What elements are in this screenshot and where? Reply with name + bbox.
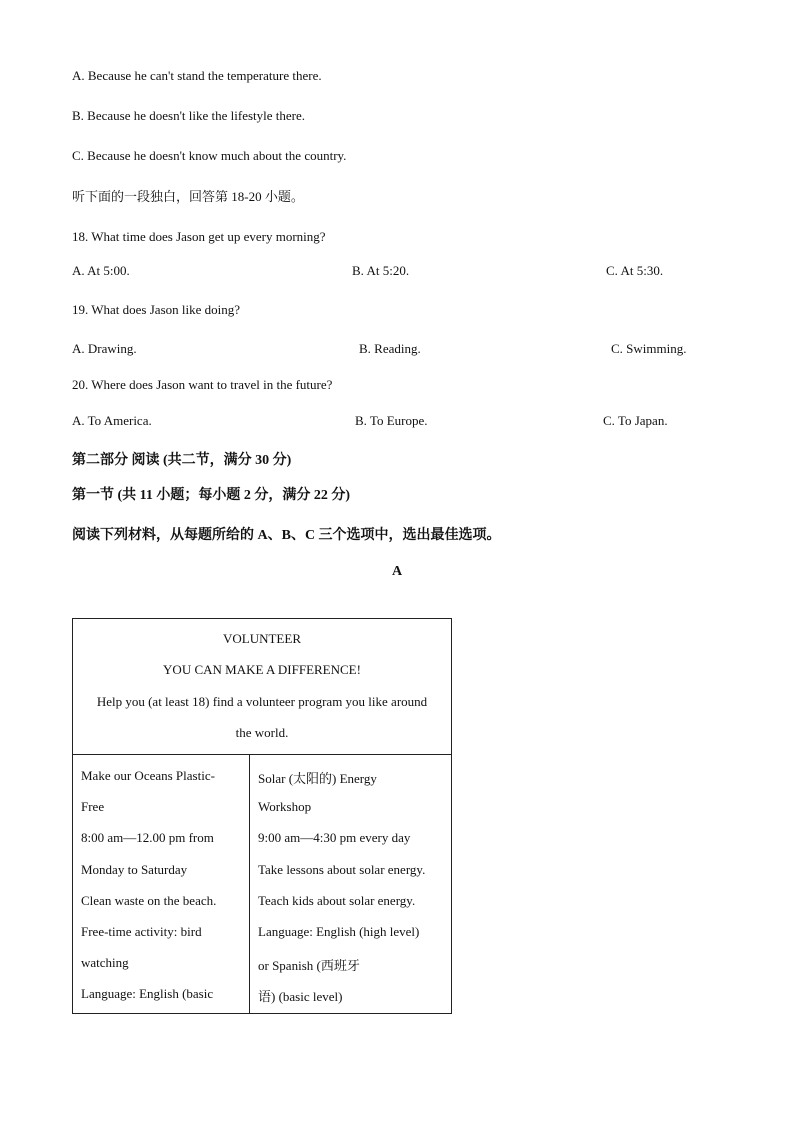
ad-slogan: YOU CAN MAKE A DIFFERENCE! bbox=[163, 662, 361, 677]
q18-option-b: B. At 5:20. bbox=[352, 263, 410, 278]
program-oceans-line: 8:00 am—12.00 pm from bbox=[81, 830, 214, 845]
program-solar bbox=[250, 755, 450, 1013]
volunteer-ad-table bbox=[72, 618, 452, 1014]
program-solar-line: Solar (太阳的) Energy bbox=[258, 771, 377, 786]
program-solar-line: Workshop bbox=[258, 799, 312, 814]
question-18: 18. What time does Jason get up every morning? bbox=[72, 229, 326, 244]
program-solar-line: Language: English (high level) bbox=[258, 924, 420, 939]
q20-option-b: B. To Europe. bbox=[355, 413, 428, 428]
program-solar-line: 语) (basic level) bbox=[258, 989, 343, 1004]
option-a-prev: A. Because he can't stand the temperature there. bbox=[72, 68, 322, 83]
ad-header bbox=[73, 619, 451, 755]
part2-title: 第二部分 阅读 (共二节，满分 30 分) bbox=[72, 453, 292, 468]
q19-option-a: A. Drawing. bbox=[72, 341, 137, 356]
instruction-18-20: 听下面的一段独白，回答第 18-20 小题。 bbox=[72, 189, 304, 204]
q19-option-b: B. Reading. bbox=[359, 341, 421, 356]
q18-option-a: A. At 5:00. bbox=[72, 263, 130, 278]
question-19: 19. What does Jason like doing? bbox=[72, 302, 241, 317]
q20-option-c: C. To Japan. bbox=[603, 413, 668, 428]
program-solar-line: Take lessons about solar energy. bbox=[258, 862, 426, 877]
q19-option-c: C. Swimming. bbox=[611, 341, 687, 356]
passage-label: A bbox=[391, 564, 403, 579]
program-oceans bbox=[73, 755, 250, 1013]
program-oceans-line: Make our Oceans Plastic- bbox=[81, 768, 215, 783]
program-solar-line: Teach kids about solar energy. bbox=[258, 893, 416, 908]
q20-option-a: A. To America. bbox=[72, 413, 152, 428]
reading-instruction: 阅读下列材料，从每题所给的 A、B、C 三个选项中，选出最佳选项。 bbox=[72, 528, 501, 543]
program-oceans-line: Monday to Saturday bbox=[81, 862, 188, 877]
ad-description-2: the world. bbox=[235, 725, 289, 740]
ad-description-1: Help you (at least 18) find a volunteer program you like around bbox=[96, 694, 428, 709]
option-c-prev: C. Because he doesn't know much about the country. bbox=[72, 148, 347, 163]
program-solar-line: 9:00 am—4:30 pm every day bbox=[258, 830, 411, 845]
option-b-prev: B. Because he doesn't like the lifestyle there. bbox=[72, 108, 306, 123]
q18-option-c: C. At 5:30. bbox=[606, 263, 664, 278]
program-oceans-line: watching bbox=[81, 955, 129, 970]
question-20: 20. Where does Jason want to travel in the future? bbox=[72, 377, 333, 392]
section1-title: 第一节 (共 11 小题；每小题 2 分，满分 22 分) bbox=[72, 488, 351, 503]
program-oceans-line: Free bbox=[81, 799, 105, 814]
program-oceans-line: Language: English (basic bbox=[81, 986, 214, 1001]
program-solar-line: or Spanish (西班牙 bbox=[258, 958, 360, 973]
program-oceans-line: Free-time activity: bird bbox=[81, 924, 202, 939]
ad-title: VOLUNTEER bbox=[223, 631, 301, 646]
program-oceans-line: Clean waste on the beach. bbox=[81, 893, 217, 908]
